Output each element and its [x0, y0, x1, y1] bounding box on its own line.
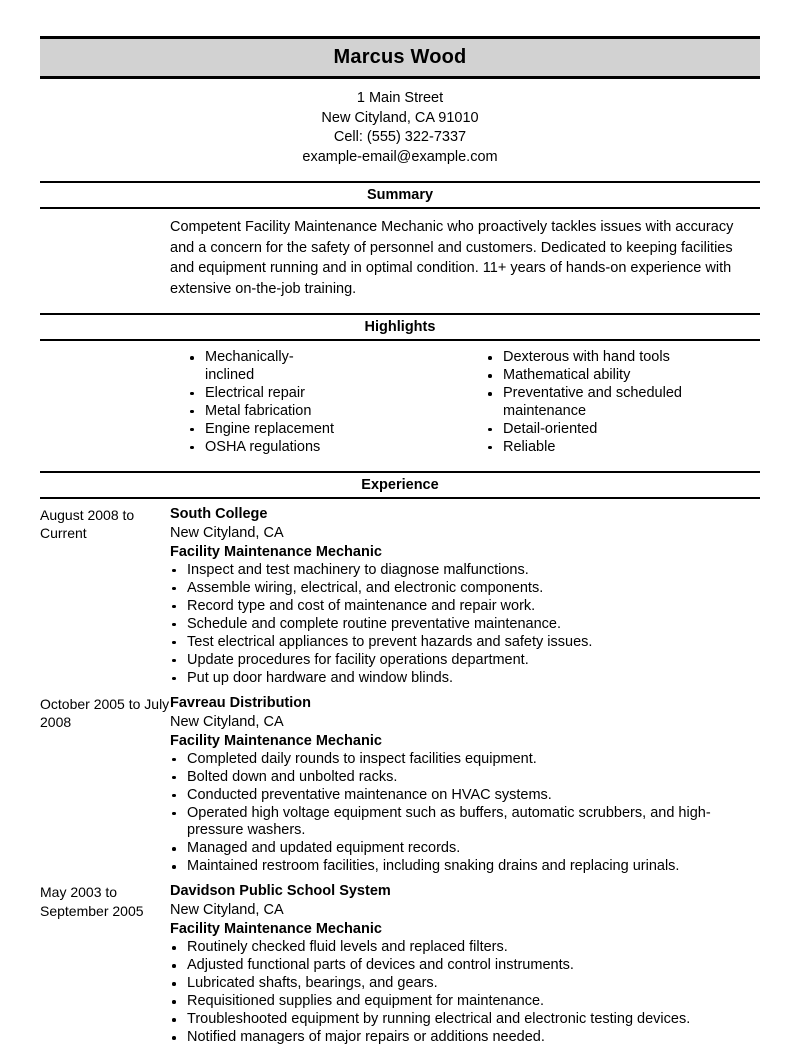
list-item: Record type and cost of maintenance and repair work.: [170, 598, 760, 616]
name-banner: [40, 36, 760, 79]
contact-email: example-email@example.com: [302, 148, 498, 165]
list-item: Maintained restroom facilities, including snaking drains and replacing urinals.: [170, 858, 760, 876]
job-bullet-list: [170, 751, 760, 876]
list-item: Put up door hardware and window blinds.: [170, 670, 760, 688]
list-item: Update procedures for facility operations department.: [170, 652, 760, 670]
highlights-section-header: [40, 313, 760, 341]
contact-city-state-zip: New Cityland, CA 91010: [321, 109, 479, 126]
job-company: South College: [170, 505, 268, 522]
experience-section-header: [40, 471, 760, 499]
list-item: Inspect and test machinery to diagnose malfunctions.: [170, 562, 760, 580]
job-location: New Cityland, CA: [170, 524, 284, 541]
list-item: Schedule and complete routine preventative maintenance.: [170, 616, 760, 634]
list-item: Managed and updated equipment records.: [170, 840, 760, 858]
job-role: Facility Maintenance Mechanic: [170, 921, 382, 937]
experience-job-list: [40, 505, 760, 1048]
experience-section-title: Experience: [361, 476, 439, 493]
summary-section-header: [40, 181, 760, 209]
job-dates: August 2008 to Current: [40, 506, 135, 541]
resume-content: [40, 36, 760, 1053]
list-item: Preventative and scheduled maintenance: [486, 385, 760, 420]
list-item: Operated high voltage equipment such as buffers, automatic scrubbers, and high-pressure washers.: [170, 805, 760, 840]
job-role: Facility Maintenance Mechanic: [170, 732, 382, 749]
contact-block: [40, 89, 760, 167]
contact-phone: Cell: (555) 322-7337: [333, 129, 467, 145]
job-bullet-list: [170, 939, 760, 1047]
summary-section: [40, 181, 760, 299]
list-item: Engine replacement: [188, 421, 338, 439]
job-location: New Cityland, CA: [170, 713, 284, 730]
job-location: New Cityland, CA: [170, 902, 284, 918]
list-item: Troubleshooted equipment by running electrical and electronic testing devices.: [170, 1011, 760, 1029]
list-item: Mathematical ability: [486, 367, 760, 385]
list-item: Routinely checked fluid levels and replaced filters.: [170, 939, 760, 957]
list-item: Notified managers of major repairs or additions needed.: [170, 1029, 760, 1047]
job-company: Favreau Distribution: [170, 694, 311, 711]
list-item: Metal fabrication: [188, 403, 338, 421]
candidate-name: Marcus Wood: [333, 46, 467, 68]
job-dates: May 2003 to September 2005: [40, 884, 144, 919]
list-item: Electrical repair: [188, 385, 338, 403]
list-item: Conducted preventative maintenance on HVAC systems.: [170, 787, 760, 805]
list-item: Detail-oriented: [486, 421, 760, 439]
highlights-left-column: [40, 349, 338, 457]
list-item: Requisitioned supplies and equipment for maintenance.: [170, 993, 760, 1011]
highlights-right-list: [486, 349, 760, 456]
job-dates: October 2005 to July 2008: [40, 695, 170, 730]
job-company: Davidson Public School System: [170, 883, 391, 899]
contact-street: 1 Main Street: [356, 90, 444, 106]
list-item: Bolted down and unbolted racks.: [170, 769, 760, 787]
job-details: [170, 882, 760, 1047]
job-role: Facility Maintenance Mechanic: [170, 543, 382, 560]
highlights-left-list: [188, 349, 338, 456]
list-item: Assemble wiring, electrical, and electronic components.: [170, 580, 760, 598]
list-item: OSHA regulations: [188, 439, 338, 457]
summary-section-title: Summary: [366, 187, 434, 203]
job-details: [170, 505, 760, 688]
job-details: [170, 694, 760, 877]
highlights-right-column: [338, 349, 760, 457]
experience-entry: [40, 882, 760, 1047]
list-item: Test electrical appliances to prevent hazards and safety issues.: [170, 634, 760, 652]
list-item: Mechanically-inclined: [188, 349, 338, 384]
list-item: Adjusted functional parts of devices and control instruments.: [170, 957, 760, 975]
experience-entry: [40, 694, 760, 877]
experience-entry: [40, 505, 760, 688]
list-item: Lubricated shafts, bearings, and gears.: [170, 975, 760, 993]
highlights-section: [40, 313, 760, 457]
list-item: Dexterous with hand tools: [486, 349, 760, 367]
experience-section: [40, 471, 760, 1048]
list-item: Reliable: [486, 439, 760, 457]
summary-text: Competent Facility Maintenance Mechanic who proactively tackles issues with accuracy and a concern for the safety of personnel and customers. Dedicated to keeping facilities and equipment running and in optimal condition. 11+ years of hands-on experience with extensive on-the-job training.: [170, 219, 734, 297]
highlights-columns: [40, 349, 760, 457]
highlights-section-title: Highlights: [364, 319, 436, 335]
list-item: Completed daily rounds to inspect facilities equipment.: [170, 751, 760, 769]
job-bullet-list: [170, 562, 760, 688]
